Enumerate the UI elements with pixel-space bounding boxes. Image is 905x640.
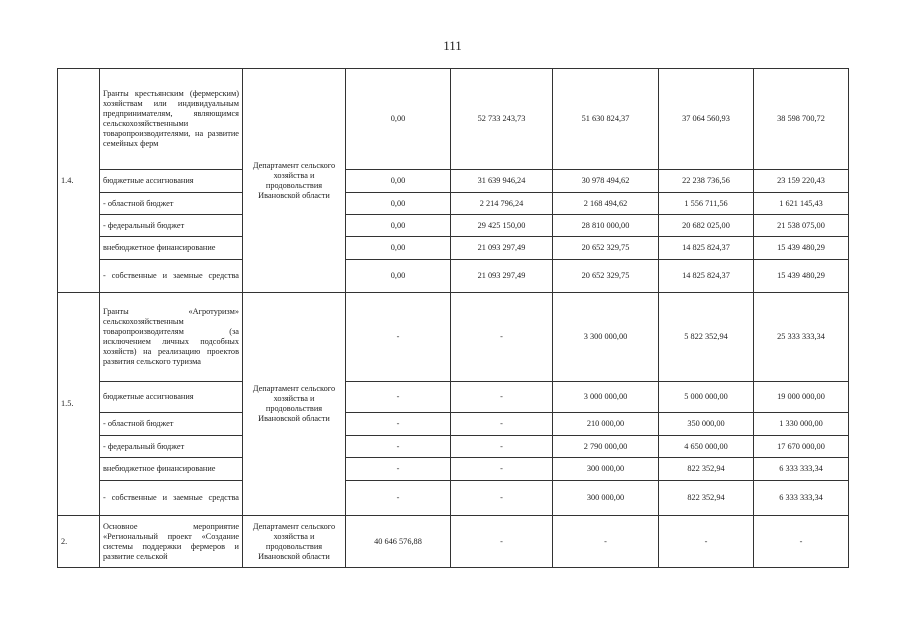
value-cell: 3 300 000,00 <box>553 293 659 382</box>
value-cell: 300 000,00 <box>553 481 659 516</box>
row-executor: Департамент сельского хозяйства и продовольствия Ивановской области <box>243 516 346 568</box>
table-row <box>58 481 849 516</box>
table-row <box>58 293 849 382</box>
table-row <box>58 69 849 170</box>
value-cell: 21 093 297,49 <box>451 237 553 260</box>
table-row <box>58 260 849 293</box>
sub-row-label: - собственные и заемные средства <box>100 260 243 293</box>
value-cell: 14 825 824,37 <box>659 260 754 293</box>
value-cell: 822 352,94 <box>659 458 754 481</box>
sub-row-label: внебюджетное финансирование <box>100 458 243 481</box>
table-row <box>58 382 849 413</box>
value-cell: - <box>451 293 553 382</box>
value-cell: 15 439 480,29 <box>754 260 849 293</box>
value-cell: 2 790 000,00 <box>553 436 659 458</box>
value-cell: 0,00 <box>346 193 451 215</box>
value-cell: - <box>346 293 451 382</box>
sub-row-label: внебюджетное финансирование <box>100 237 243 260</box>
value-cell: 0,00 <box>346 215 451 237</box>
value-cell: - <box>754 516 849 568</box>
sub-row-label: бюджетные ассигнования <box>100 170 243 193</box>
value-cell: 20 652 329,75 <box>553 260 659 293</box>
value-cell: - <box>346 458 451 481</box>
value-cell: 25 333 333,34 <box>754 293 849 382</box>
value-cell: 0,00 <box>346 260 451 293</box>
row-executor: Департамент сельского хозяйства и продовольствия Ивановской области <box>243 69 346 293</box>
value-cell: 21 538 075,00 <box>754 215 849 237</box>
sub-row-label: бюджетные ассигнования <box>100 382 243 413</box>
value-cell: 3 000 000,00 <box>553 382 659 413</box>
table-row <box>58 458 849 481</box>
value-cell: 2 214 796,24 <box>451 193 553 215</box>
value-cell: 37 064 560,93 <box>659 69 754 170</box>
value-cell: 0,00 <box>346 237 451 260</box>
value-cell: 40 646 576,88 <box>346 516 451 568</box>
value-cell: 350 000,00 <box>659 413 754 436</box>
value-cell: - <box>346 436 451 458</box>
budget-table <box>57 68 849 568</box>
value-cell: 1 621 145,43 <box>754 193 849 215</box>
value-cell: - <box>451 516 553 568</box>
value-cell: 17 670 000,00 <box>754 436 849 458</box>
value-cell: - <box>553 516 659 568</box>
value-cell: 22 238 736,56 <box>659 170 754 193</box>
value-cell: 300 000,00 <box>553 458 659 481</box>
value-cell: - <box>451 382 553 413</box>
table-row <box>58 170 849 193</box>
sub-row-label: - областной бюджет <box>100 413 243 436</box>
value-cell: 0,00 <box>346 170 451 193</box>
row-description: Основное мероприятие «Региональный проект «Создание системы поддержки фермеров и развитие сельской <box>100 516 243 568</box>
row-code: 2. <box>58 516 100 568</box>
value-cell: 28 810 000,00 <box>553 215 659 237</box>
value-cell: 5 000 000,00 <box>659 382 754 413</box>
value-cell: - <box>346 382 451 413</box>
value-cell: - <box>451 436 553 458</box>
value-cell: 2 168 494,62 <box>553 193 659 215</box>
value-cell: - <box>451 413 553 436</box>
row-executor: Департамент сельского хозяйства и продовольствия Ивановской области <box>243 293 346 516</box>
row-code: 1.4. <box>58 69 100 293</box>
value-cell: 20 682 025,00 <box>659 215 754 237</box>
value-cell: 19 000 000,00 <box>754 382 849 413</box>
table-row <box>58 215 849 237</box>
value-cell: 822 352,94 <box>659 481 754 516</box>
sub-row-label: - федеральный бюджет <box>100 215 243 237</box>
value-cell: 15 439 480,29 <box>754 237 849 260</box>
value-cell: 210 000,00 <box>553 413 659 436</box>
value-cell: 1 556 711,56 <box>659 193 754 215</box>
value-cell: 6 333 333,34 <box>754 458 849 481</box>
row-description: Гранты «Агротуризм» сельскохозяйственным товаропроизводителям (за исключением личных подсобных хозяйств) на реализацию проектов развития сельского туризма <box>100 293 243 382</box>
sub-row-label: - собственные и заемные средства <box>100 481 243 516</box>
value-cell: 30 978 494,62 <box>553 170 659 193</box>
value-cell: - <box>346 481 451 516</box>
table-row <box>58 237 849 260</box>
value-cell: 4 650 000,00 <box>659 436 754 458</box>
value-cell: 0,00 <box>346 69 451 170</box>
table-row <box>58 436 849 458</box>
value-cell: - <box>659 516 754 568</box>
value-cell: 38 598 700,72 <box>754 69 849 170</box>
row-description: Гранты крестьянским (фермерским) хозяйствам или индивидуальным предпринимателям, являющимся сельскохозяйственными товаропроизводителями, на развитие семейных ферм <box>100 69 243 170</box>
sub-row-label: - федеральный бюджет <box>100 436 243 458</box>
value-cell: - <box>346 413 451 436</box>
value-cell: 1 330 000,00 <box>754 413 849 436</box>
value-cell: - <box>451 458 553 481</box>
table-row <box>58 516 849 568</box>
value-cell: 20 652 329,75 <box>553 237 659 260</box>
value-cell: 14 825 824,37 <box>659 237 754 260</box>
value-cell: 23 159 220,43 <box>754 170 849 193</box>
value-cell: 52 733 243,73 <box>451 69 553 170</box>
value-cell: 51 630 824,37 <box>553 69 659 170</box>
row-code: 1.5. <box>58 293 100 516</box>
value-cell: 31 639 946,24 <box>451 170 553 193</box>
table-row <box>58 193 849 215</box>
value-cell: 6 333 333,34 <box>754 481 849 516</box>
value-cell: 5 822 352,94 <box>659 293 754 382</box>
value-cell: 21 093 297,49 <box>451 260 553 293</box>
value-cell: 29 425 150,00 <box>451 215 553 237</box>
page-number: 111 <box>443 38 462 53</box>
value-cell: - <box>451 481 553 516</box>
sub-row-label: - областной бюджет <box>100 193 243 215</box>
table-row <box>58 413 849 436</box>
